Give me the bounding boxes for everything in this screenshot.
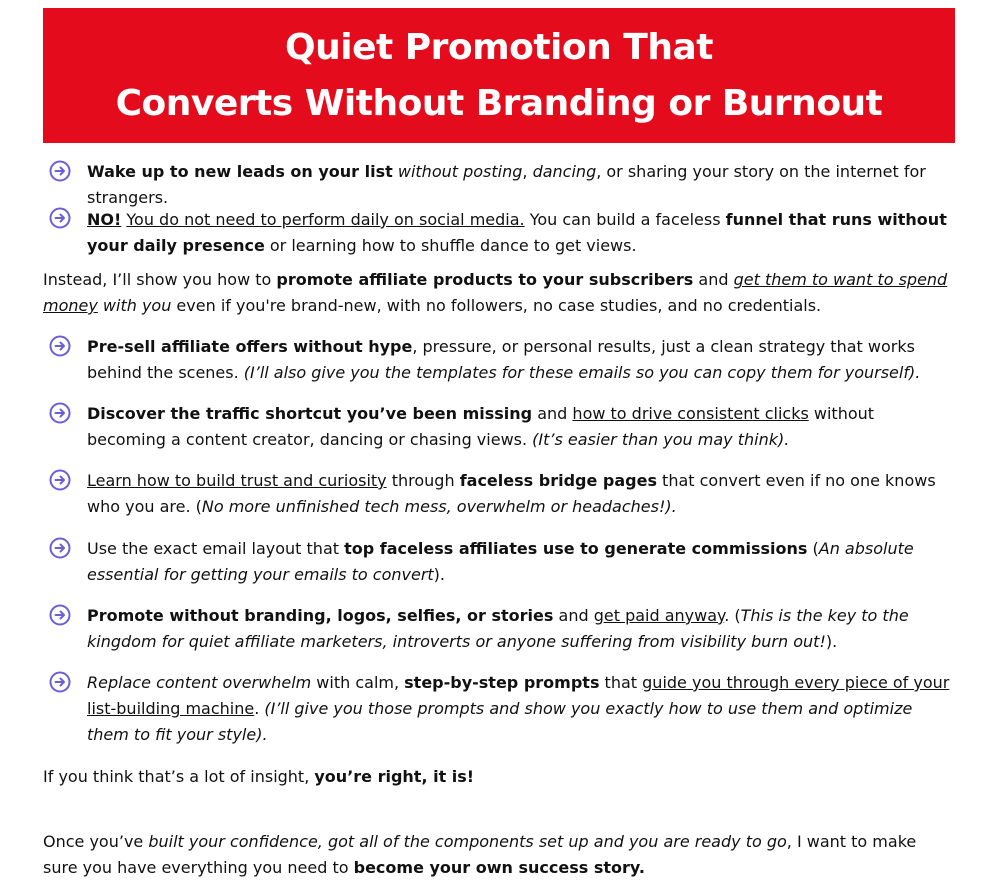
text-segment: An absolute essential for getting your emails to convert	[87, 539, 914, 584]
text-segment: Discover the traffic shortcut you’ve been missing	[87, 404, 533, 423]
text-segment: If you think that’s a lot of insight,	[43, 767, 315, 786]
text-segment: Instead, I’ll show you how to	[43, 270, 277, 289]
text-segment: dancing	[532, 162, 597, 181]
banner-title-line-1: Quiet Promotion That	[285, 27, 713, 68]
benefit-item-new-leads	[87, 159, 957, 211]
text-segment: that	[599, 673, 643, 692]
text-segment: built your confidence, got all of the components set up and you are ready to go	[148, 832, 787, 851]
closing-paragraph	[43, 829, 955, 881]
text-segment: (It’s easier than you may think).	[532, 430, 790, 449]
text-segment: and	[532, 404, 573, 423]
underlined-text: get them to want to spend money	[43, 270, 948, 315]
circle-arrow-right-icon	[49, 207, 71, 229]
benefit-item-bridge-pages	[87, 468, 957, 520]
circle-arrow-right-icon	[49, 469, 71, 491]
text-segment: , pressure, or personal results, just a clean strategy that works behind the scenes.	[87, 337, 915, 382]
circle-arrow-right-icon	[49, 335, 71, 357]
text-segment: top faceless affiliates use to generate commissions	[344, 539, 808, 558]
text-segment: . (	[724, 606, 741, 625]
text-segment: .	[254, 699, 265, 718]
text-segment: with you	[97, 296, 172, 315]
banner-title-line-2: Converts Without Branding or Burnout	[115, 83, 883, 124]
text-segment: Once you’ve	[43, 832, 149, 851]
underlined-text: Learn how to build trust and curiosity	[87, 471, 387, 490]
text-segment: with calm,	[311, 673, 405, 692]
text-segment: through	[386, 471, 460, 490]
text-segment: funnel that runs without your daily presence	[87, 210, 947, 255]
text-segment: faceless bridge pages	[459, 471, 657, 490]
text-segment: Promote without branding, logos, selfies, or stories	[87, 606, 554, 625]
text-segment: and	[553, 606, 594, 625]
benefit-item-email-layout	[87, 536, 957, 588]
text-segment: You can build a faceless	[524, 210, 726, 229]
circle-arrow-right-icon	[49, 537, 71, 559]
benefit-item-traffic-shortcut	[87, 401, 957, 453]
underlined-text: guide you through every piece of your list-building machine	[87, 673, 950, 718]
text-segment: Use the exact email layout that	[87, 539, 345, 558]
benefit-item-prompts	[87, 670, 957, 748]
text-segment: , or sharing your story on the internet for strangers.	[87, 162, 926, 207]
text-segment: and	[693, 270, 734, 289]
text-segment: ).	[825, 632, 838, 651]
text-segment: that convert even if no one knows who you are. (	[87, 471, 936, 516]
text-segment: , I want to make sure you have everything you need to	[43, 832, 917, 877]
text-segment: or learning how to shuffle dance to get views.	[264, 236, 637, 255]
benefit-item-pre-sell	[87, 334, 957, 386]
underlined-text: how to drive consistent clicks	[572, 404, 809, 423]
text-segment: (	[807, 539, 819, 558]
text-segment: (I’ll give you those prompts and show you exactly how to use them and optimize them to fit your style).	[87, 699, 913, 744]
hero-banner	[43, 8, 955, 143]
benefit-item-no-social-media	[87, 207, 957, 259]
text-segment: Pre-sell affiliate offers without hype	[87, 337, 413, 356]
underlined-text: get paid anyway	[593, 606, 725, 625]
circle-arrow-right-icon	[49, 671, 71, 693]
text-segment: (I’ll also give you the templates for these emails so you can copy them for yourself).	[243, 363, 921, 382]
text-segment: without posting	[397, 162, 523, 181]
text-segment: without becoming a content creator, dancing or chasing views.	[87, 404, 875, 449]
text-segment: ).	[433, 565, 445, 584]
circle-arrow-right-icon	[49, 604, 71, 626]
underlined-text: NO!	[87, 210, 122, 229]
insight-paragraph	[43, 764, 955, 790]
underlined-text: You do not need to perform daily on social media.	[126, 210, 525, 229]
text-segment: Wake up to new leads on your list	[87, 162, 393, 181]
text-segment: become your own success story.	[353, 858, 645, 877]
text-segment: Replace content overwhelm	[87, 673, 312, 692]
text-segment: even if you're brand-new, with no followers, no case studies, and no credentials.	[171, 296, 822, 315]
text-segment: promote affiliate products to your subscribers	[276, 270, 694, 289]
intro-paragraph	[43, 267, 955, 319]
text-segment: No more unfinished tech mess, overwhelm or headaches!).	[201, 497, 677, 516]
benefit-item-no-branding	[87, 603, 957, 655]
text-segment: This is the key to the kingdom for quiet affiliate marketers, introverts or anyone suffering from visibility burn out!	[87, 606, 909, 651]
text-segment: step-by-step prompts	[404, 673, 600, 692]
text-segment: you’re right, it is!	[314, 767, 475, 786]
circle-arrow-right-icon	[49, 402, 71, 424]
text-segment: ,	[522, 162, 533, 181]
circle-arrow-right-icon	[49, 160, 71, 182]
